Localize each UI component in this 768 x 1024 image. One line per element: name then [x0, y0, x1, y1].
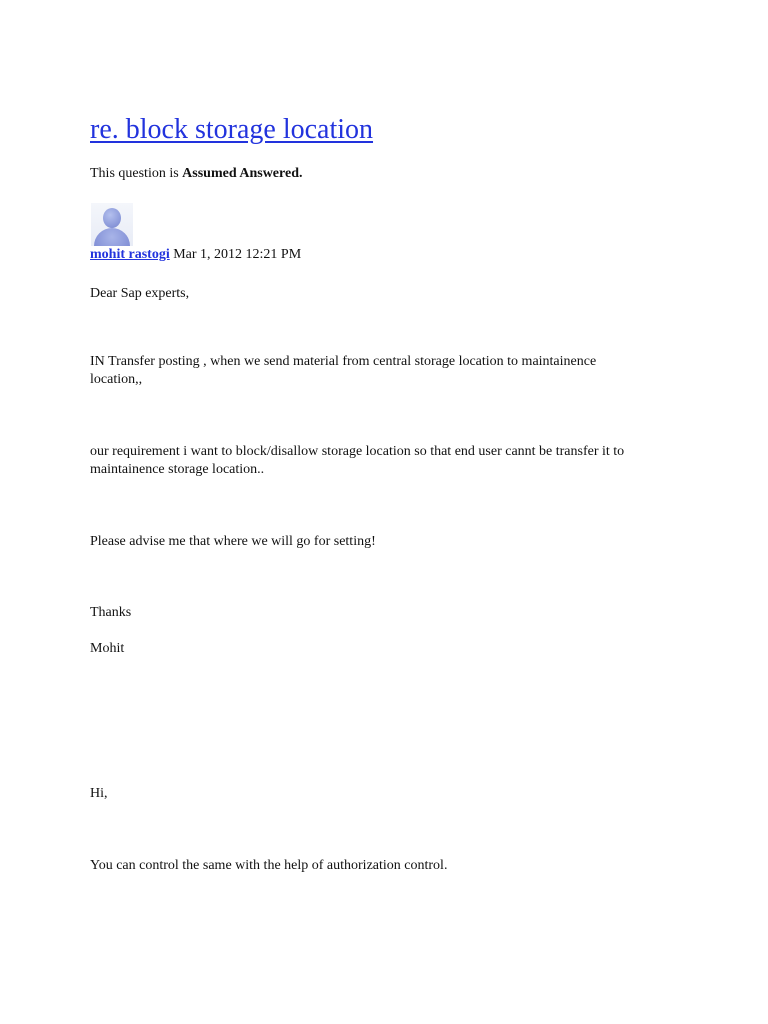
reply-greeting: Hi, — [90, 786, 108, 801]
author-line — [90, 246, 301, 264]
post-greeting: Dear Sap experts, — [90, 286, 190, 301]
post-signoff: Thanks — [90, 605, 132, 620]
status-prefix: This question is — [90, 166, 179, 181]
author-link[interactable]: mohit rastogi — [90, 247, 170, 262]
user-avatar-icon[interactable] — [91, 203, 133, 246]
post-signature: Mohit — [90, 641, 125, 656]
post-paragraph-2: our requirement i want to block/disallow storage location so that end user cannt be transfer it to maintainence storage location.. — [90, 444, 625, 477]
avatar-shoulders-shape — [94, 228, 130, 246]
post-paragraph-3: Please advise me that where we will go for setting! — [90, 534, 376, 549]
post-paragraph-1: IN Transfer posting , when we send material from central storage location to maintainence location,, — [90, 354, 597, 387]
reply-paragraph-1: You can control the same with the help of authorization control. — [90, 858, 448, 873]
thread-title-link[interactable]: re. block storage location — [90, 114, 374, 145]
avatar-head-shape — [103, 208, 121, 228]
post-timestamp: Mar 1, 2012 12:21 PM — [173, 247, 302, 262]
page-title — [90, 110, 373, 150]
question-status — [90, 165, 302, 183]
status-badge: Assumed Answered. — [182, 166, 303, 181]
